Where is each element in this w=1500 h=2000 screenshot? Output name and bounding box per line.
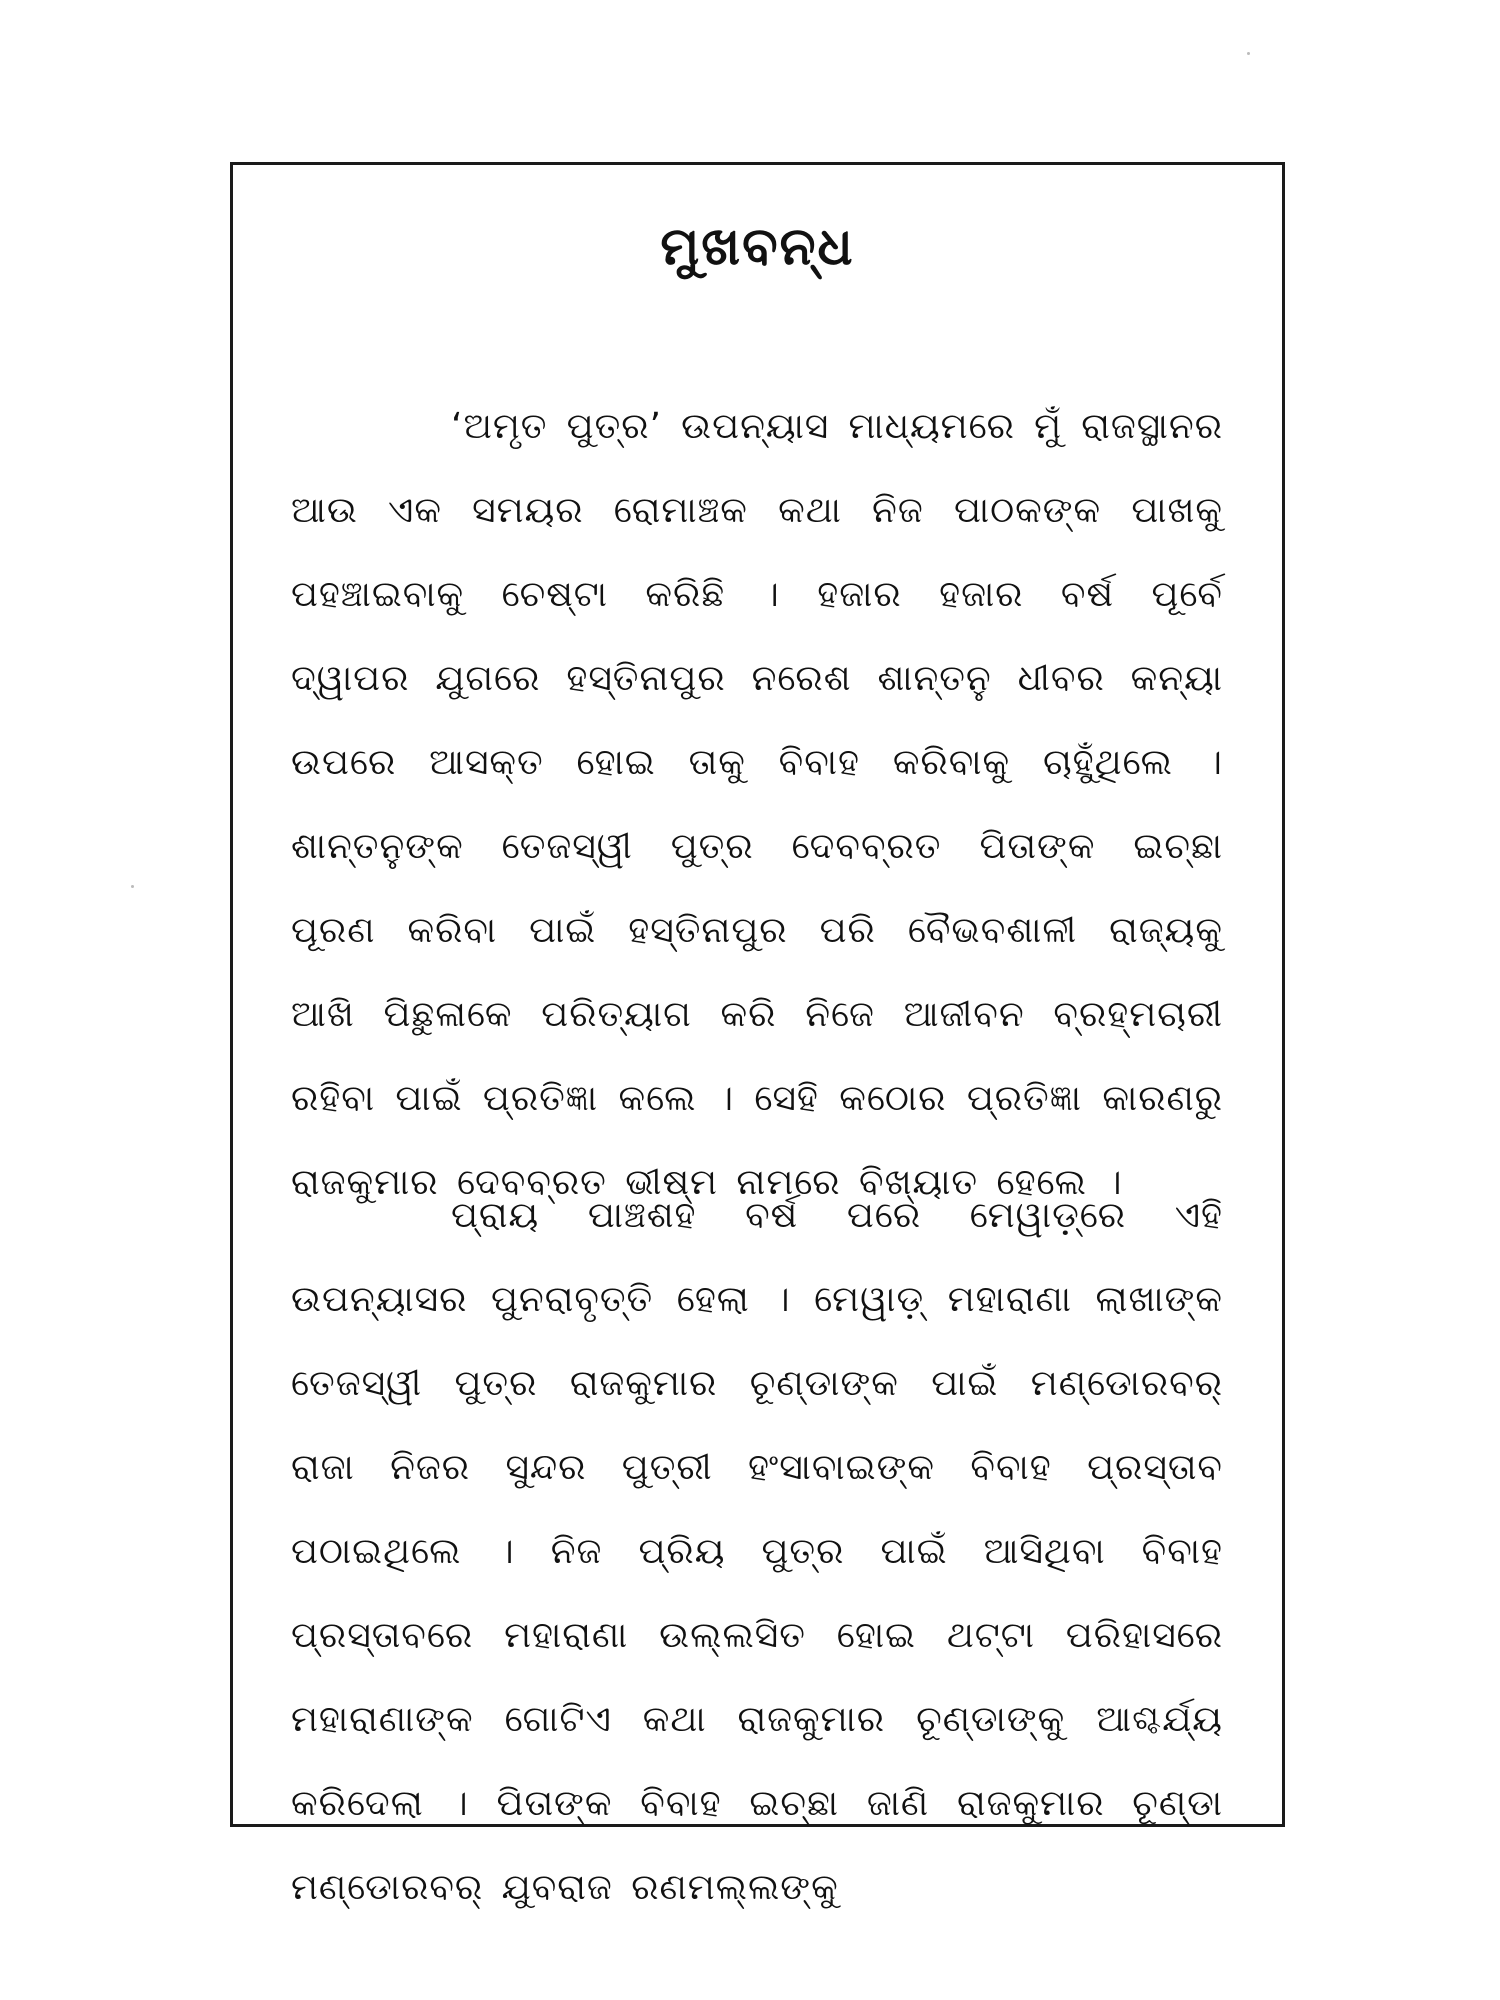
paragraph bbox=[291, 1174, 1223, 1930]
paragraph-text: ପ୍ରାୟ ପାଞ୍ଚଶହ ବର୍ଷ ପରେ ମେୱାଡ଼୍‌ରେ ଏହି ଉପନ୍ୟାସର ପୁନରାବୃତ୍ତି ହେଲା । ମେୱାଡ଼୍ ମହାରାଣା ଲାଖାଙ୍କ ତେଜସ୍ୱୀ ପୁତ୍ର ରାଜକୁମାର ଚୂଣ୍ଡାଙ୍କ ପାଇଁ ମଣ୍ଡୋରବର୍ ରାଜା ନିଜର ସୁନ୍ଦର ପୁତ୍ରୀ ହଂସାବାଇଙ୍କ ବିବାହ ପ୍ରସ୍ତାବ ପଠାଇଥିଲେ । ନିଜ ପ୍ରିୟ ପୁତ୍ର ପାଇଁ ଆସିଥିବା ବିବାହ ପ୍ରସ୍ତାବରେ ମହାରାଣା ଉଲ୍ଲସିତ ହୋଇ ଥଟ୍ଟା ପରିହାସରେ ମହାରାଣାଙ୍କ ଗୋଟିଏ କଥା ରାଜକୁମାର ଚୂଣ୍ଡାଙ୍କୁ ଆଶ୍ଚର୍ଯ୍ୟ କରିଦେଲା । ପିତାଙ୍କ ବିବାହ ଇଚ୍ଛା ଜାଣି ରାଜକୁମାର ଚୂଣ୍ଡା ମଣ୍ଡୋରବର୍ ଯୁବରାଜ ରଣମଲ୍ଲଙ୍କୁ bbox=[291, 1195, 1223, 1908]
page-border bbox=[230, 162, 1285, 1908]
paragraph-text: ‘ଅମୃତ ପୁତ୍ର’ ଉପନ୍ୟାସ ମାଧ୍ୟମରେ ମୁଁ ରାଜସ୍ଥାନର ଆଉ ଏକ ସମୟର ରୋମାଞ୍ଚକ କଥା ନିଜ ପାଠକଙ୍କ ପାଖକୁ ପହଞ୍ଚାଇବାକୁ ଚେଷ୍ଟା କରିଛି । ହଜାର ହଜାର ବର୍ଷ ପୂର୍ବେ ଦ୍ୱାପର ଯୁଗରେ ହସ୍ତିନାପୁର ନରେଶ ଶାନ୍ତନୁ ଧୀବର କନ୍ୟା ଉପରେ ଆସକ୍ତ ହୋଇ ତାକୁ ବିବାହ କରିବାକୁ ଚାହୁଁଥିଲେ । ଶାନ୍ତନୁଙ୍କ ତେଜସ୍ୱୀ ପୁତ୍ର ଦେବବ୍ରତ ପିତାଙ୍କ ଇଚ୍ଛା ପୂରଣ କରିବା ପାଇଁ ହସ୍ତିନାପୁର ପରି ବୈଭବଶାଳୀ ରାଜ୍ୟକୁ ଆଖି ପିଛୁଳାକେ ପରିତ୍ୟାଗ କରି ନିଜେ ଆଜୀବନ ବ୍ରହ୍ମଚାରୀ ରହିବା ପାଇଁ ପ୍ରତିଜ୍ଞା କଲେ । ସେହି କଠୋର ପ୍ରତିଜ୍ଞା କାରଣରୁ ରାଜକୁମାର ଦେବବ୍ରତ ଭୀଷ୍ମ ନାମରେ ବିଖ୍ୟାତ ହେଲେ । bbox=[291, 406, 1223, 1203]
paragraph bbox=[291, 385, 1223, 1225]
page-title: ମୁଖବନ୍ଧ bbox=[660, 217, 855, 277]
speck bbox=[1247, 52, 1250, 55]
speck bbox=[131, 885, 134, 888]
